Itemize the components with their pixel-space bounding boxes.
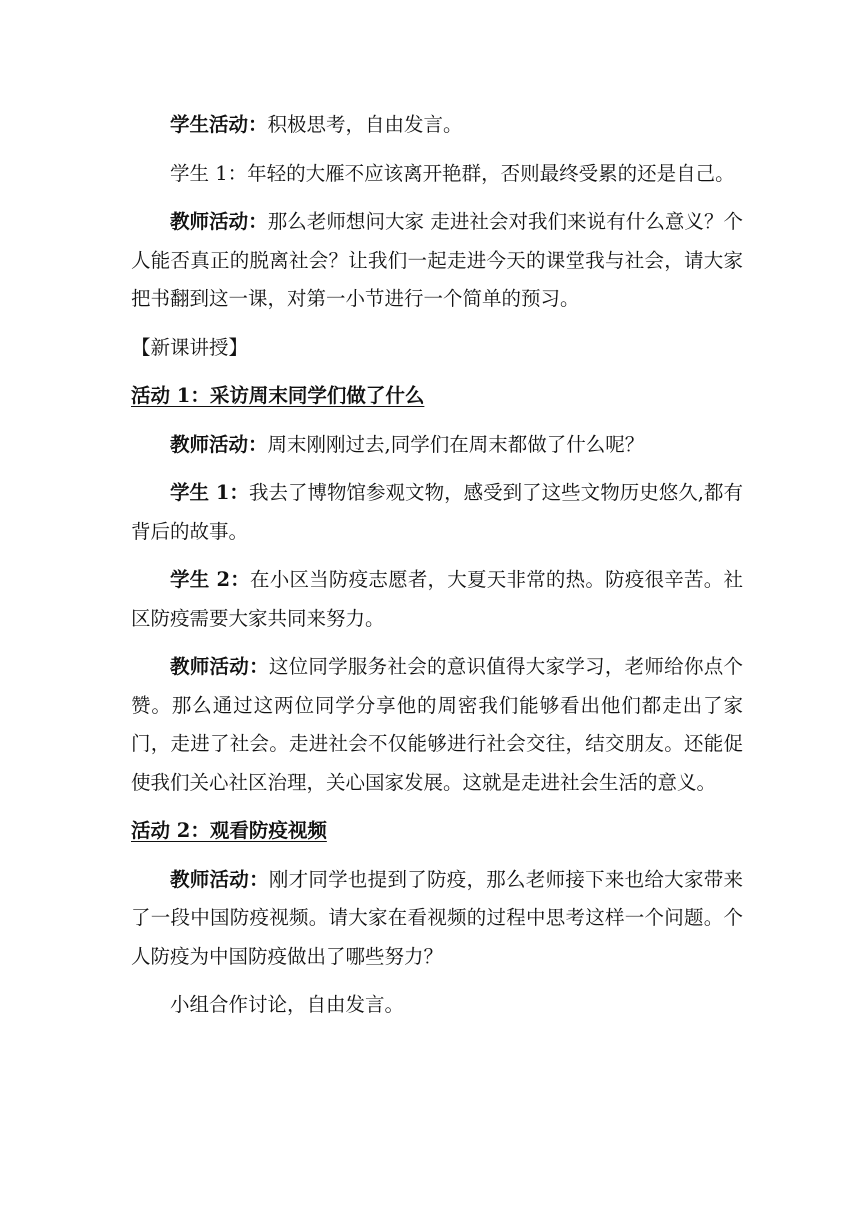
activity-heading-text: 活动 2：观看防疫视频 xyxy=(131,819,327,842)
section-heading-new-lesson xyxy=(131,329,743,368)
paragraph-text: 小组合作讨论，自由发言。 xyxy=(170,993,405,1016)
paragraph-group-discussion xyxy=(131,986,743,1025)
section-heading-text: 【新课讲授】 xyxy=(131,335,249,359)
paragraph-label: 教师活动： xyxy=(170,867,269,891)
paragraph-label: 学生 1： xyxy=(170,481,249,504)
paragraph-teacher-question xyxy=(131,426,743,465)
paragraph-teacher-activity-intro xyxy=(131,203,743,319)
paragraph-teacher-video xyxy=(131,861,743,977)
paragraph-label: 学生 2： xyxy=(170,568,250,591)
paragraph-label: 教师活动： xyxy=(170,210,268,233)
paragraph-student-activity xyxy=(131,106,743,145)
paragraph-text: 积极思考，自由发言。 xyxy=(267,113,463,136)
paragraph-text: 刚才同学也提到了防疫，那么老师接下来也给大家带来了一段中国防疫视频。请大家在看视频的过程中思考这样一个问题。个人防疫为中国防疫做出了哪些努力？ xyxy=(131,867,743,968)
paragraph-student-1-answer xyxy=(131,155,743,194)
document-body xyxy=(131,106,743,1025)
paragraph-teacher-summary xyxy=(131,648,743,802)
paragraph-label: 教师活动： xyxy=(170,432,268,456)
activity-2-heading xyxy=(131,812,743,851)
paragraph-text: 我去了博物馆参观文物，感受到了这些文物历史悠久,都有背后的故事。 xyxy=(131,481,744,543)
paragraph-text: 周末刚刚过去,同学们在周末都做了什么呢？ xyxy=(267,432,645,456)
paragraph-text: 那么老师想问大家 走进社会对我们来说有什么意义？个人能否真正的脱离社会？让我们一起走进今天的课堂我与社会，请大家把书翻到这一课，对第一小节进行一个简单的预习。 xyxy=(131,210,743,310)
paragraph-text: 这位同学服务社会的意识值得大家学习，老师给你点个赞。那么通过这两位同学分享他的周密我们能够看出他们都走出了家门，走进了社会。走进社会不仅能够进行社会交往，结交朋友。还能促使我们关心社区治理，关心国家发展。这就是走进社会生活的意义。 xyxy=(131,655,743,794)
paragraph-text: 在小区当防疫志愿者，大夏天非常的热。防疫很辛苦。社区防疫需要大家共同来努力。 xyxy=(131,568,743,630)
paragraph-student-1-museum xyxy=(131,474,743,551)
paragraph-label: 学生活动： xyxy=(170,113,268,136)
activity-1-heading xyxy=(131,377,743,416)
paragraph-text: 学生 1：年轻的大雁不应该离开艳群，否则最终受累的还是自己。 xyxy=(170,161,735,185)
paragraph-student-2-volunteer xyxy=(131,561,743,638)
paragraph-label: 教师活动： xyxy=(170,655,269,678)
activity-heading-text: 活动 1：采访周末同学们做了什么 xyxy=(131,384,425,407)
